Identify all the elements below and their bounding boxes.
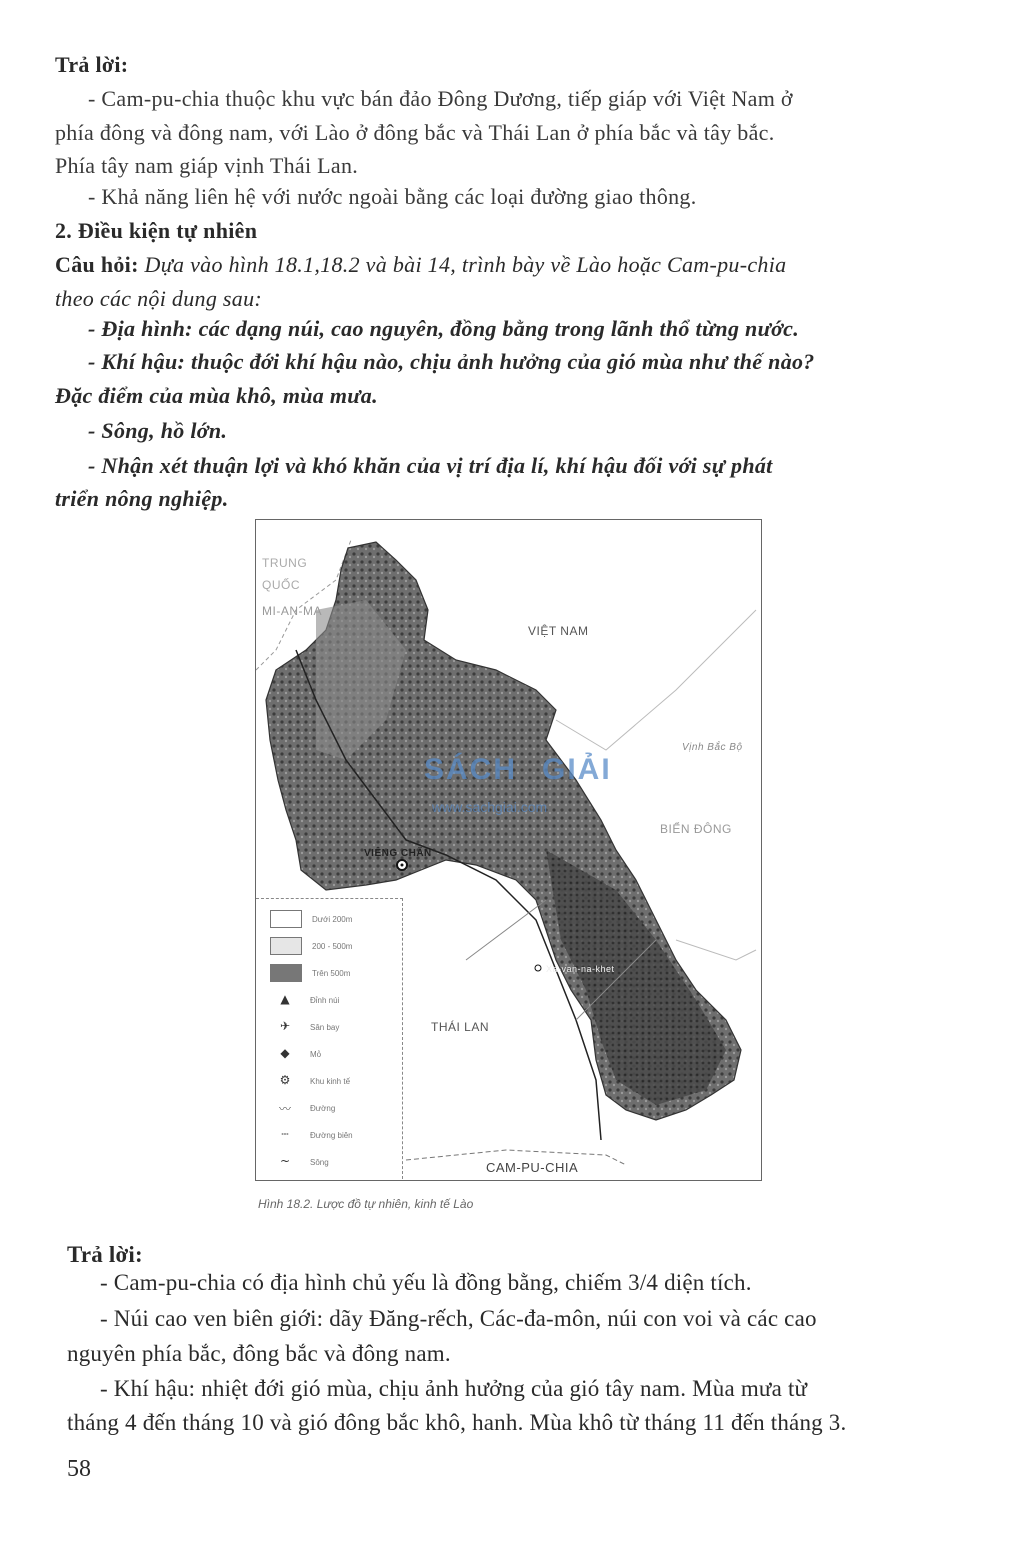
- legend-road-label: Đường: [310, 1103, 336, 1113]
- legend-midland-label: 200 - 500m: [312, 941, 353, 951]
- legend-highland-label: Trên 500m: [312, 968, 351, 978]
- legend-row-peak: [270, 990, 339, 1010]
- figure-caption: Hình 18.2. Lược đồ tự nhiên, kinh tế Lào: [258, 1197, 474, 1211]
- question-line-2: theo các nội dung sau:: [55, 286, 263, 311]
- map-legend: [256, 898, 403, 1179]
- map-label-savannakhet: Xa-van-na-khet: [546, 964, 615, 974]
- map-label-cambodia: CAM-PU-CHIA: [486, 1160, 579, 1175]
- legend-river-label: Sông: [310, 1157, 329, 1167]
- bullet-location-line-3: Phía tây nam giáp vịnh Thái Lan.: [55, 153, 359, 178]
- question-item-climate-line-1: - Khí hậu: thuộc đới khí hậu nào, chịu ảnh hưởng của gió mùa như thế nào?: [88, 349, 815, 374]
- river-icon: ~: [279, 1154, 291, 1168]
- airport-icon: ✈: [279, 1019, 291, 1033]
- map-label-thailand: THÁI LAN: [431, 1020, 490, 1034]
- map-label-vientiane: VIÊNG CHĂN: [364, 848, 432, 859]
- map-label-china: TRUNG QUỐC: [262, 556, 308, 592]
- legend-border-label: Đường biên: [310, 1130, 353, 1140]
- answer-climate-line-1: - Khí hậu: nhiệt đới gió mùa, chịu ảnh hưởng của gió tây nam. Mùa mưa từ: [100, 1376, 808, 1401]
- legend-lowland-label: Dưới 200m: [312, 914, 353, 924]
- map-label-vietnam: VIỆT NAM: [528, 624, 589, 638]
- answer-terrain-line: - Cam-pu-chia có địa hình chủ yếu là đồng bằng, chiếm 3/4 diện tích.: [100, 1270, 752, 1295]
- peak-icon: ▲: [280, 992, 290, 1006]
- map-label-gulf: Vịnh Bắc Bộ: [682, 742, 743, 753]
- economic-zone-icon: ⚙: [279, 1073, 291, 1087]
- answer-mountains-line-1: - Núi cao ven biên giới: dãy Đăng-rếch, Các-đa-môn, núi con voi và các cao: [100, 1306, 817, 1331]
- legend-row-midland: [270, 936, 352, 956]
- legend-airport-label: Sân bay: [310, 1022, 340, 1032]
- section-heading-natural: 2. Điều kiện tự nhiên: [55, 218, 258, 243]
- bullet-transport: - Khả năng liên hệ với nước ngoài bằng các loại đường giao thông.: [88, 184, 697, 209]
- question-label: Câu hỏi:: [55, 252, 139, 277]
- legend-row-highland: [270, 963, 350, 983]
- watermark-url: www.sachgiai.com: [432, 799, 548, 815]
- bullet-location-line-2: phía đông và đông nam, với Lào ở đông bắc và Thái Lan ở phía bắc và tây bắc.: [55, 120, 775, 145]
- mine-icon: ◆: [280, 1046, 290, 1060]
- legend-row-airport: [270, 1017, 339, 1037]
- legend-economic-zone-label: Khu kinh tế: [310, 1076, 351, 1086]
- sachgiai-watermark: [424, 725, 624, 825]
- bullet-location-line-1: - Cam-pu-chia thuộc khu vực bán đảo Đông Dương, tiếp giáp với Việt Nam ở: [88, 86, 793, 111]
- watermark-brand-right: GIẢI: [542, 753, 612, 786]
- border-line-icon: ┄: [281, 1127, 289, 1141]
- legend-row-mine: [270, 1044, 321, 1064]
- question-item-evaluate-line-2: triển nông nghiệp.: [55, 486, 229, 511]
- legend-row-economic-zone: [270, 1071, 350, 1091]
- watermark-brand-left: SÁCH: [424, 753, 518, 786]
- road-icon: 〰: [278, 1102, 291, 1116]
- question-line-1: [55, 248, 786, 282]
- answer-climate-line-2: tháng 4 đến tháng 10 và gió đông bắc khô, hanh. Mùa khô từ tháng 11 đến tháng 3.: [67, 1410, 847, 1435]
- answer-heading-2: Trả lời:: [67, 1242, 143, 1267]
- answer-heading-1: Trả lời:: [55, 52, 129, 77]
- question-item-climate-line-2: Đặc điểm của mùa khô, mùa mưa.: [55, 383, 378, 408]
- question-item-evaluate-line-1: - Nhận xét thuận lợi và khó khăn của vị trí địa lí, khí hậu đối với sự phát: [88, 453, 773, 478]
- question-text-1: Dựa vào hình 18.1,18.2 và bài 14, trình bày về Lào hoặc Cam-pu-chia: [144, 252, 787, 277]
- page-number: 58: [67, 1456, 91, 1482]
- map-label-myanmar: MI-AN-MA: [262, 604, 322, 618]
- legend-row-lowland: [270, 909, 352, 929]
- question-item-rivers: - Sông, hồ lớn.: [88, 418, 228, 443]
- legend-row-border: [270, 1125, 353, 1145]
- legend-mine-label: Mỏ: [310, 1049, 322, 1059]
- legend-row-river: [270, 1152, 329, 1172]
- legend-row-road: [270, 1098, 335, 1118]
- laos-map-figure: [255, 519, 762, 1181]
- answer-mountains-line-2: nguyên phía bắc, đông bắc và đông nam.: [67, 1341, 451, 1366]
- map-label-east-sea: BIỂN ĐÔNG: [660, 822, 732, 836]
- question-item-terrain: - Địa hình: các dạng núi, cao nguyên, đồng bằng trong lãnh thổ từng nước.: [88, 316, 800, 341]
- legend-peak-label: Đỉnh núi: [310, 995, 340, 1005]
